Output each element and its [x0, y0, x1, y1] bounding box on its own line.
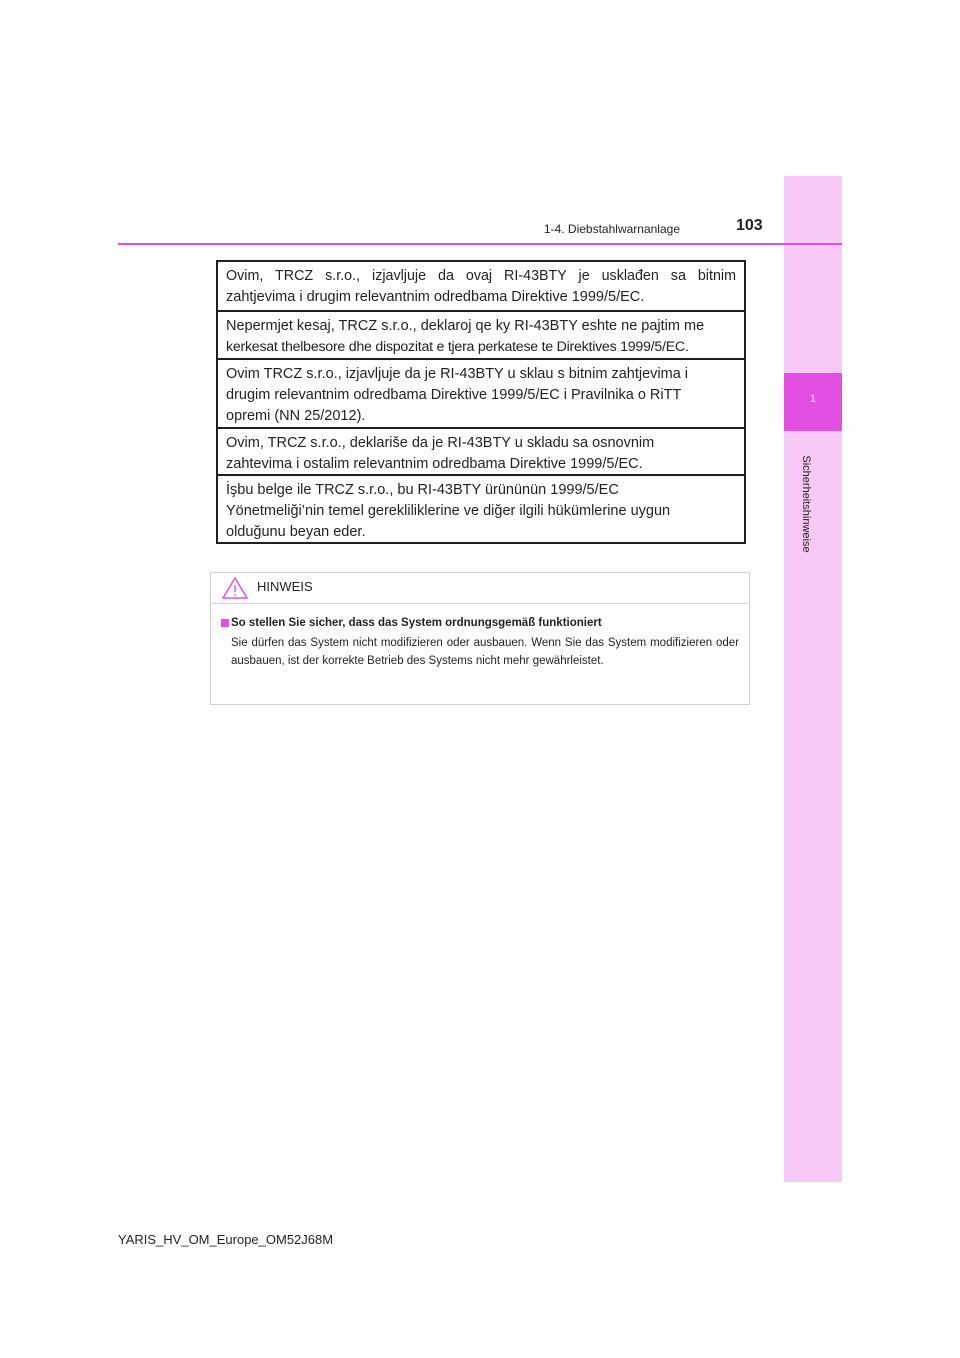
declaration-line: Ovim, TRCZ s.r.o., izjavljuje da ovaj RI-43BTY je usklađen sa bitnim [226, 268, 736, 284]
declaration-line: drugim relevantnim odredbama Direktive 1999/5/EC i Pravilnika o RiTT [226, 387, 682, 403]
declaration-turkish [218, 476, 744, 542]
declaration-line: İşbu belge ile TRCZ s.r.o., bu RI-43BTY ürününün 1999/5/EC [226, 482, 619, 498]
declaration-line: olduğunu beyan eder. [226, 524, 366, 540]
declaration-line: Ovim, TRCZ s.r.o., deklariše da je RI-43BTY u skladu sa osnovnim [226, 435, 655, 451]
declaration-line: Nepermjet kesaj, TRCZ s.r.o., deklaroj qe ky RI-43BTY eshte ne pajtim me [226, 318, 705, 334]
declaration-table [216, 260, 746, 544]
notice-header [211, 573, 749, 604]
declaration-line: zahtjevima i drugim relevantnim odredbama Direktive 1999/5/EC. [226, 289, 645, 305]
chapter-label: Sicherheitshinweise [800, 455, 812, 553]
header-rule [118, 243, 842, 245]
declaration-line: kerkesat thelbesore dhe dispozitat e tjera perkatese te Direktives 1999/5/EC. [226, 339, 689, 355]
chapter-side-tab [784, 176, 842, 1182]
notice-subheading-row [221, 616, 739, 631]
declaration-line: zahtevima i ostalim relevantnim odredbama Direktive 1999/5/EC. [226, 456, 643, 472]
declaration-serbian [218, 429, 744, 476]
declaration-albanian [218, 312, 744, 360]
notice-box [210, 572, 750, 705]
notice-text: Sie dürfen das System nicht modifizieren oder ausbauen. Wenn Sie das System modifizieren oder ausbauen, ist der korrekte Betrieb des Systems nicht mehr gewährleistet. [231, 637, 739, 667]
chapter-number: 1 [784, 373, 842, 431]
square-bullet-icon [221, 619, 229, 627]
notice-title: HINWEIS [257, 579, 313, 594]
page-number: 103 [736, 217, 763, 234]
declaration-line: Yönetmeliği’nin temel gerekliliklerine ve diğer ilgili hükümlerine uygun [226, 503, 671, 519]
declaration-line: Ovim TRCZ s.r.o., izjavljuje da je RI-43BTY u sklau s bitnim zahtjevima i [226, 366, 689, 382]
notice-body [211, 604, 749, 670]
footer-doc-code: YARIS_HV_OM_Europe_OM52J68M [118, 1232, 334, 1247]
notice-subheading: So stellen Sie sicher, dass das System ordnungsgemäß funktioniert [231, 617, 602, 629]
section-title: 1-4. Diebstahlwarnanlage [543, 222, 680, 236]
warning-triangle-icon [222, 577, 248, 599]
declaration-croatian [218, 360, 744, 429]
declaration-bosnian [218, 262, 744, 312]
declaration-line: opremi (NN 25/2012). [226, 408, 366, 424]
